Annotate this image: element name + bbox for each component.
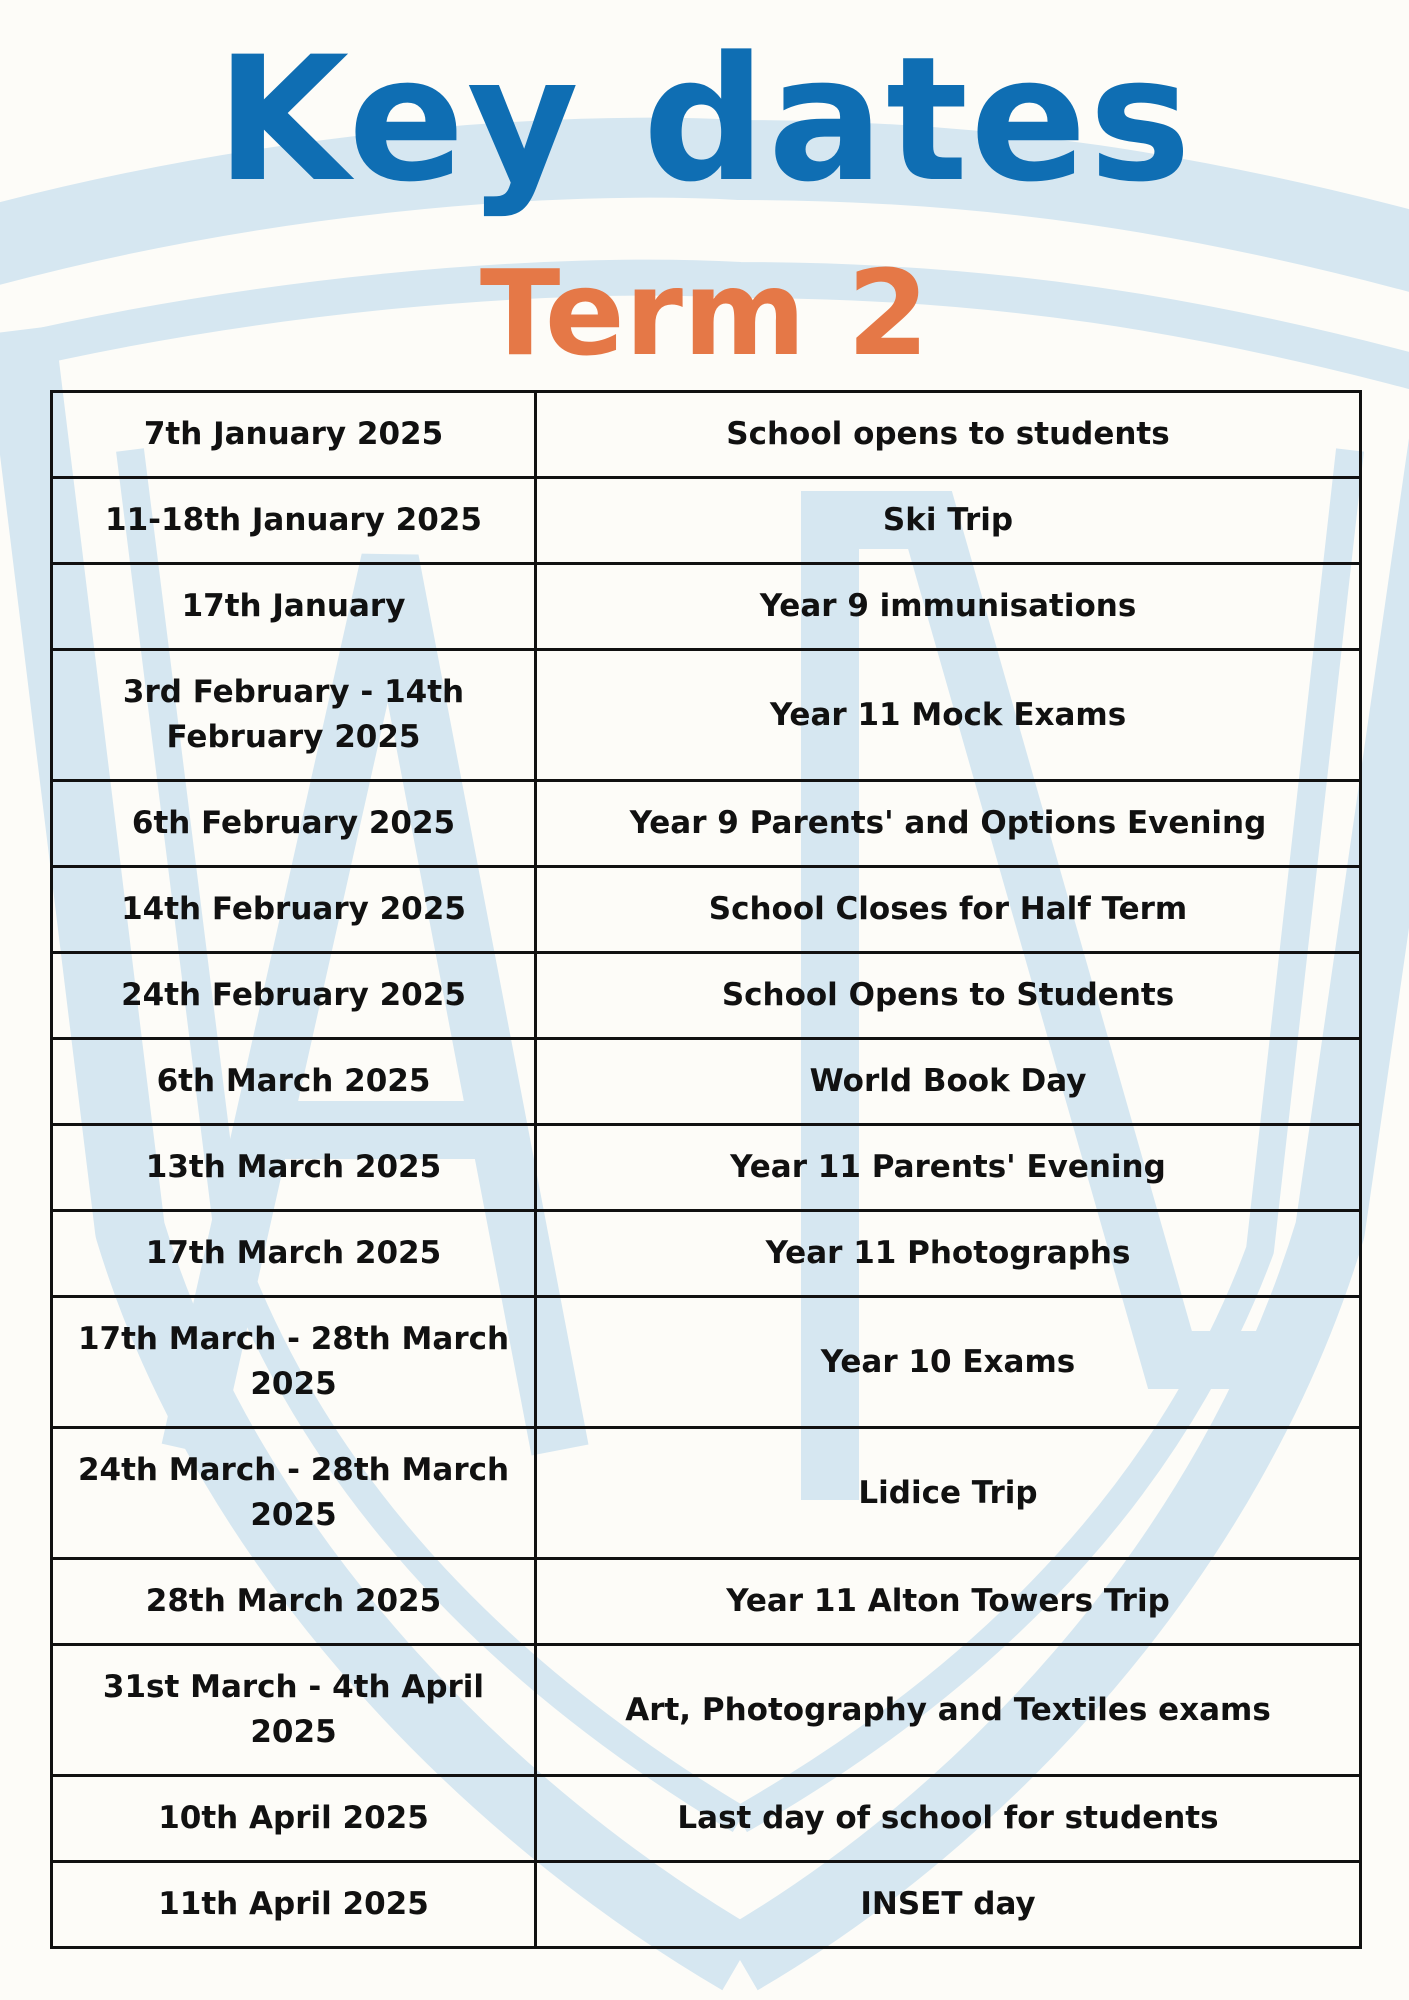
table-row (52, 1862, 1361, 1948)
table-row (52, 1039, 1361, 1125)
event-cell: Year 9 immunisations (536, 564, 1361, 650)
date-cell: 31st March - 4th April 2025 (52, 1645, 536, 1776)
table-row (52, 564, 1361, 650)
term-subtitle: Term 2 (479, 244, 930, 382)
table-row (52, 1776, 1361, 1862)
date-cell: 17th March 2025 (52, 1211, 536, 1297)
date-cell: 10th April 2025 (52, 1776, 536, 1862)
table-row (52, 1559, 1361, 1645)
event-cell: World Book Day (536, 1039, 1361, 1125)
event-cell: Ski Trip (536, 478, 1361, 564)
event-cell: Year 11 Mock Exams (536, 650, 1361, 781)
event-cell: Lidice Trip (536, 1428, 1361, 1559)
date-cell: 28th March 2025 (52, 1559, 536, 1645)
date-cell: 3rd February - 14th February 2025 (52, 650, 536, 781)
table-row (52, 478, 1361, 564)
key-dates-table (50, 390, 1362, 1949)
table-row (52, 1211, 1361, 1297)
date-cell: 14th February 2025 (52, 867, 536, 953)
table-row (52, 650, 1361, 781)
page-title: Key dates (215, 19, 1194, 220)
event-cell: Year 10 Exams (536, 1297, 1361, 1428)
event-cell: Last day of school for students (536, 1776, 1361, 1862)
date-cell: 6th March 2025 (52, 1039, 536, 1125)
event-cell: Year 11 Photographs (536, 1211, 1361, 1297)
event-cell: School Closes for Half Term (536, 867, 1361, 953)
event-cell: School Opens to Students (536, 953, 1361, 1039)
table-row (52, 867, 1361, 953)
date-cell: 24th February 2025 (52, 953, 536, 1039)
table-row (52, 953, 1361, 1039)
date-cell: 24th March - 28th March 2025 (52, 1428, 536, 1559)
table-row (52, 1297, 1361, 1428)
event-cell: Art, Photography and Textiles exams (536, 1645, 1361, 1776)
date-cell: 11-18th January 2025 (52, 478, 536, 564)
table-row (52, 781, 1361, 867)
table-row (52, 1428, 1361, 1559)
event-cell: Year 11 Alton Towers Trip (536, 1559, 1361, 1645)
event-cell: School opens to students (536, 392, 1361, 478)
date-cell: 17th January (52, 564, 536, 650)
event-cell: INSET day (536, 1862, 1361, 1948)
table-row (52, 392, 1361, 478)
date-cell: 13th March 2025 (52, 1125, 536, 1211)
date-cell: 17th March - 28th March 2025 (52, 1297, 536, 1428)
table-row (52, 1125, 1361, 1211)
date-cell: 6th February 2025 (52, 781, 536, 867)
event-cell: Year 9 Parents' and Options Evening (536, 781, 1361, 867)
table-row (52, 1645, 1361, 1776)
date-cell: 7th January 2025 (52, 392, 536, 478)
date-cell: 11th April 2025 (52, 1862, 536, 1948)
event-cell: Year 11 Parents' Evening (536, 1125, 1361, 1211)
